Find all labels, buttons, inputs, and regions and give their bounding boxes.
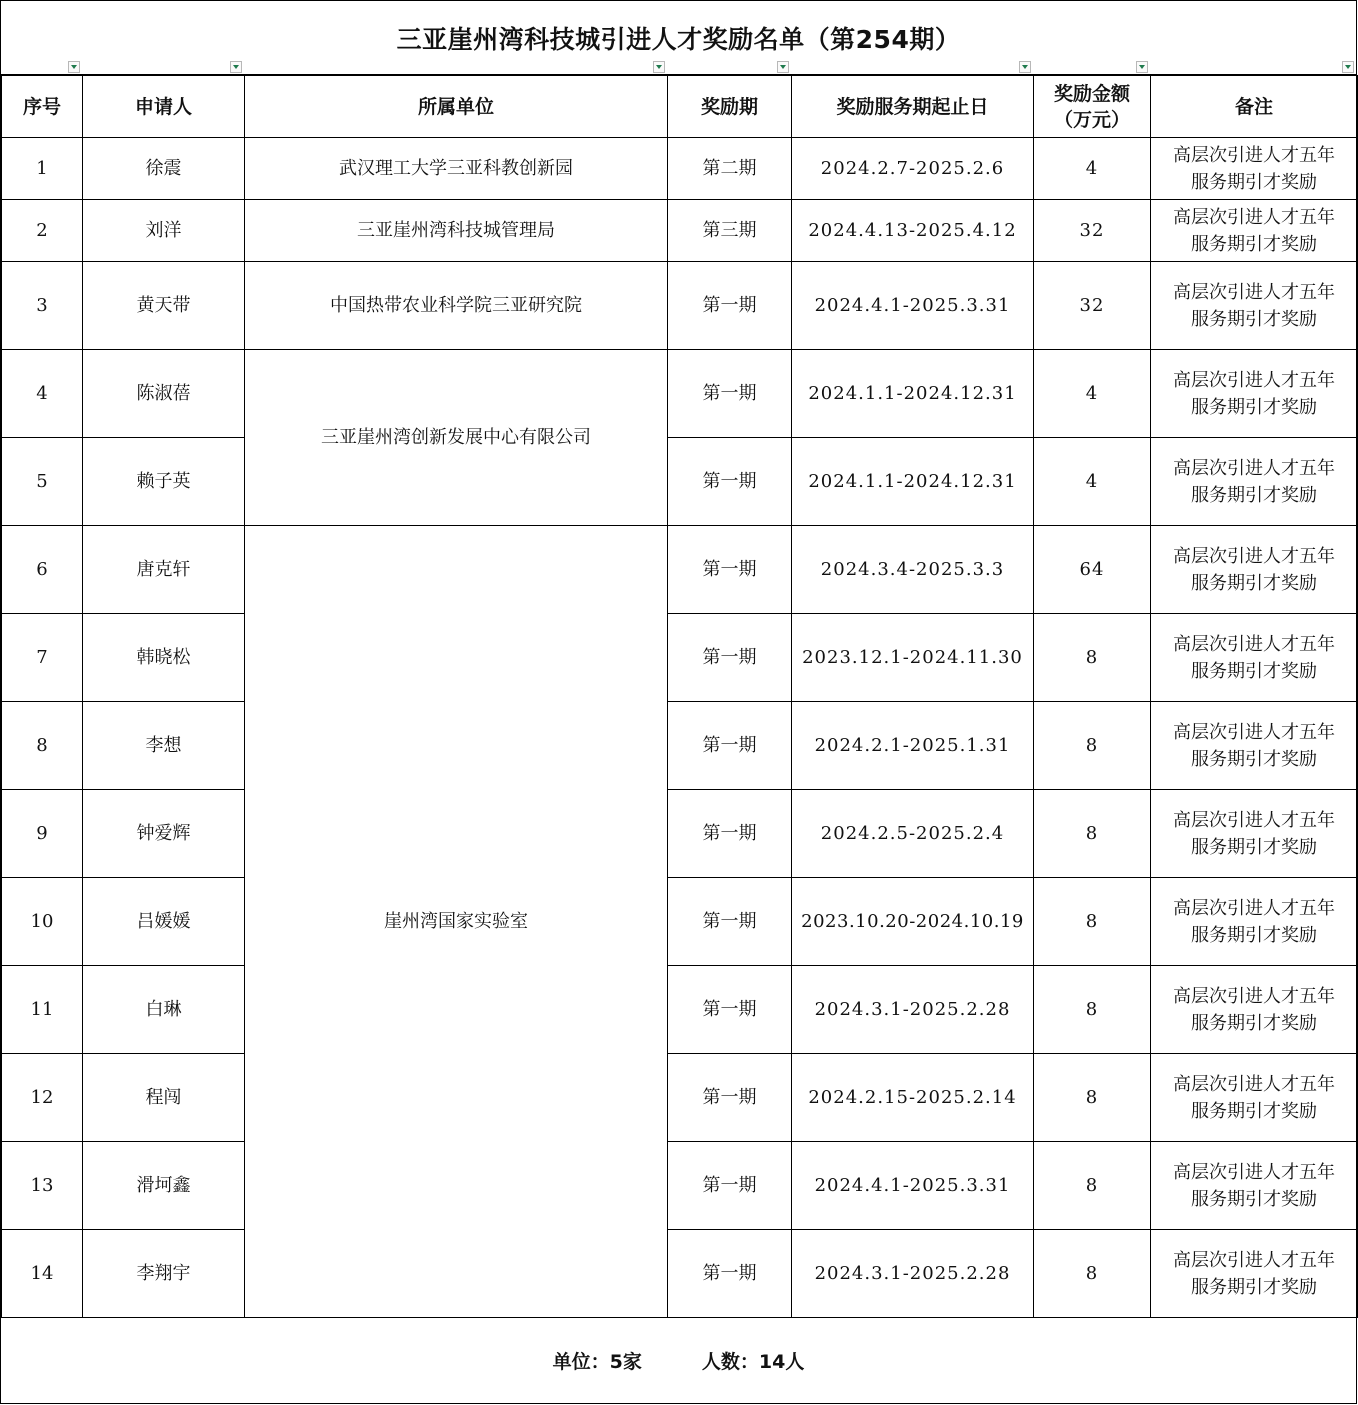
cell-unit-merged[interactable]: 三亚崖州湾创新发展中心有限公司 — [245, 350, 668, 526]
table-row — [2, 262, 1358, 350]
cell-period[interactable]: 第一期 — [668, 1054, 792, 1142]
cell-note[interactable] — [1151, 526, 1358, 614]
header-amount-line2: （万元） — [1053, 108, 1130, 131]
cell-note[interactable] — [1151, 138, 1358, 200]
cell-name[interactable]: 白琳 — [83, 966, 245, 1054]
cell-seq[interactable]: 9 — [2, 790, 83, 878]
note-line2: 服务期引才奖励 — [1191, 1012, 1317, 1034]
note-line1: 高层次引进人才五年 — [1173, 1249, 1335, 1271]
header-dates[interactable]: 奖励服务期起止日 — [792, 76, 1034, 138]
table-row — [2, 702, 1358, 790]
cell-note[interactable] — [1151, 702, 1358, 790]
note-line1: 高层次引进人才五年 — [1173, 369, 1335, 391]
note-line1: 高层次引进人才五年 — [1173, 809, 1335, 831]
cell-note[interactable] — [1151, 438, 1358, 526]
cell-unit-merged[interactable]: 崖州湾国家实验室 — [245, 526, 668, 1318]
cell-seq[interactable]: 12 — [2, 1054, 83, 1142]
header-amount[interactable] — [1034, 76, 1151, 138]
cell-amount[interactable]: 8 — [1034, 790, 1151, 878]
cell-seq[interactable]: 5 — [2, 438, 83, 526]
cell-note[interactable] — [1151, 350, 1358, 438]
table-row — [2, 1142, 1358, 1230]
cell-unit[interactable]: 三亚崖州湾科技城管理局 — [245, 200, 668, 262]
summary-units: 单位：5家 — [552, 1351, 642, 1373]
cell-dates[interactable]: 2024.1.1-2024.12.31 — [792, 438, 1034, 526]
summary-people: 人数：14人 — [701, 1351, 805, 1373]
cell-amount[interactable]: 8 — [1034, 1142, 1151, 1230]
note-line2: 服务期引才奖励 — [1191, 748, 1317, 770]
note-line1: 高层次引进人才五年 — [1173, 1161, 1335, 1183]
cell-period[interactable]: 第一期 — [668, 262, 792, 350]
cell-name[interactable]: 李翔宇 — [83, 1230, 245, 1318]
cell-note[interactable] — [1151, 614, 1358, 702]
cell-note[interactable] — [1151, 1230, 1358, 1318]
note-line2: 服务期引才奖励 — [1191, 1188, 1317, 1210]
cell-note[interactable] — [1151, 966, 1358, 1054]
table-row — [2, 438, 1358, 526]
cell-dates[interactable]: 2024.4.13-2025.4.12 — [792, 200, 1034, 262]
note-line2: 服务期引才奖励 — [1191, 836, 1317, 858]
cell-note[interactable] — [1151, 200, 1358, 262]
cell-seq[interactable]: 7 — [2, 614, 83, 702]
cell-note[interactable] — [1151, 1054, 1358, 1142]
header-seq[interactable]: 序号 — [2, 76, 83, 138]
cell-unit[interactable]: 武汉理工大学三亚科教创新园 — [245, 138, 668, 200]
cell-seq[interactable]: 11 — [2, 966, 83, 1054]
summary-row — [1, 1317, 1356, 1404]
cell-dates[interactable]: 2024.2.5-2025.2.4 — [792, 790, 1034, 878]
table-row — [2, 878, 1358, 966]
note-line1: 高层次引进人才五年 — [1173, 144, 1335, 166]
cell-note[interactable] — [1151, 1142, 1358, 1230]
note-line1: 高层次引进人才五年 — [1173, 633, 1335, 655]
cell-seq[interactable]: 13 — [2, 1142, 83, 1230]
cell-period[interactable]: 第一期 — [668, 702, 792, 790]
cell-name[interactable]: 徐震 — [83, 138, 245, 200]
cell-seq[interactable]: 8 — [2, 702, 83, 790]
cell-name[interactable]: 黄天带 — [83, 262, 245, 350]
cell-period[interactable]: 第一期 — [668, 878, 792, 966]
note-line2: 服务期引才奖励 — [1191, 660, 1317, 682]
sheet-title: 三亚崖州湾科技城引进人才奖励名单（第254期） — [1, 1, 1356, 75]
cell-dates[interactable]: 2024.3.4-2025.3.3 — [792, 526, 1034, 614]
cell-dates[interactable]: 2024.3.1-2025.2.28 — [792, 966, 1034, 1054]
filter-dropdown-icon[interactable] — [1019, 61, 1031, 73]
header-amount-line1: 奖励金额 — [1053, 82, 1130, 105]
table-row — [2, 614, 1358, 702]
cell-seq[interactable]: 3 — [2, 262, 83, 350]
cell-name[interactable]: 钟爱辉 — [83, 790, 245, 878]
cell-name[interactable]: 吕媛媛 — [83, 878, 245, 966]
cell-name[interactable]: 程闯 — [83, 1054, 245, 1142]
note-line2: 服务期引才奖励 — [1191, 572, 1317, 594]
cell-amount[interactable]: 64 — [1034, 526, 1151, 614]
cell-seq[interactable]: 1 — [2, 138, 83, 200]
cell-amount[interactable]: 32 — [1034, 200, 1151, 262]
cell-period[interactable]: 第一期 — [668, 438, 792, 526]
cell-dates[interactable]: 2024.3.1-2025.2.28 — [792, 1230, 1034, 1318]
cell-amount[interactable]: 8 — [1034, 1230, 1151, 1318]
cell-period[interactable]: 第三期 — [668, 200, 792, 262]
filter-dropdown-icon[interactable] — [777, 61, 789, 73]
note-line2: 服务期引才奖励 — [1191, 171, 1317, 193]
table-row — [2, 350, 1358, 438]
table-row — [2, 1230, 1358, 1318]
cell-dates[interactable]: 2024.4.1-2025.3.31 — [792, 262, 1034, 350]
table-row — [2, 966, 1358, 1054]
cell-dates[interactable]: 2024.2.7-2025.2.6 — [792, 138, 1034, 200]
header-unit[interactable]: 所属单位 — [245, 76, 668, 138]
cell-period[interactable]: 第一期 — [668, 966, 792, 1054]
cell-note[interactable] — [1151, 878, 1358, 966]
note-line1: 高层次引进人才五年 — [1173, 206, 1335, 228]
cell-seq[interactable]: 10 — [2, 878, 83, 966]
cell-note[interactable] — [1151, 790, 1358, 878]
note-line2: 服务期引才奖励 — [1191, 233, 1317, 255]
note-line2: 服务期引才奖励 — [1191, 924, 1317, 946]
cell-period[interactable]: 第一期 — [668, 1230, 792, 1318]
note-line1: 高层次引进人才五年 — [1173, 281, 1335, 303]
cell-note[interactable] — [1151, 262, 1358, 350]
cell-name[interactable]: 唐克轩 — [83, 526, 245, 614]
cell-seq[interactable]: 6 — [2, 526, 83, 614]
cell-period[interactable]: 第一期 — [668, 350, 792, 438]
note-line1: 高层次引进人才五年 — [1173, 721, 1335, 743]
cell-name[interactable]: 韩晓松 — [83, 614, 245, 702]
cell-unit[interactable]: 中国热带农业科学院三亚研究院 — [245, 262, 668, 350]
header-note[interactable]: 备注 — [1151, 76, 1358, 138]
note-line2: 服务期引才奖励 — [1191, 484, 1317, 506]
cell-period[interactable]: 第一期 — [668, 526, 792, 614]
cell-dates[interactable]: 2023.12.1-2024.11.30 — [792, 614, 1034, 702]
award-table — [1, 75, 1358, 1318]
cell-dates[interactable]: 2024.1.1-2024.12.31 — [792, 350, 1034, 438]
cell-name[interactable]: 刘洋 — [83, 200, 245, 262]
table-row — [2, 790, 1358, 878]
cell-amount[interactable]: 8 — [1034, 966, 1151, 1054]
note-line1: 高层次引进人才五年 — [1173, 457, 1335, 479]
note-line1: 高层次引进人才五年 — [1173, 1073, 1335, 1095]
cell-name[interactable]: 李想 — [83, 702, 245, 790]
table-row — [2, 1054, 1358, 1142]
cell-amount[interactable]: 4 — [1034, 350, 1151, 438]
cell-dates[interactable]: 2024.2.1-2025.1.31 — [792, 702, 1034, 790]
note-line2: 服务期引才奖励 — [1191, 1100, 1317, 1122]
note-line2: 服务期引才奖励 — [1191, 396, 1317, 418]
filter-dropdown-icon[interactable] — [653, 61, 665, 73]
cell-period[interactable]: 第一期 — [668, 790, 792, 878]
header-period[interactable]: 奖励期 — [668, 76, 792, 138]
cell-period[interactable]: 第一期 — [668, 614, 792, 702]
cell-name[interactable]: 陈淑蓓 — [83, 350, 245, 438]
table-row — [2, 200, 1358, 262]
filter-dropdown-icon[interactable] — [1342, 61, 1354, 73]
cell-name[interactable]: 赖子英 — [83, 438, 245, 526]
cell-dates[interactable]: 2023.10.20-2024.10.19 — [792, 878, 1034, 966]
header-applicant[interactable]: 申请人 — [83, 76, 245, 138]
cell-seq[interactable]: 14 — [2, 1230, 83, 1318]
cell-amount[interactable]: 8 — [1034, 1054, 1151, 1142]
cell-dates[interactable]: 2024.2.15-2025.2.14 — [792, 1054, 1034, 1142]
cell-seq[interactable]: 4 — [2, 350, 83, 438]
filter-dropdown-icon[interactable] — [68, 61, 80, 73]
table-row — [2, 138, 1358, 200]
note-line2: 服务期引才奖励 — [1191, 1276, 1317, 1298]
cell-dates[interactable]: 2024.4.1-2025.3.31 — [792, 1142, 1034, 1230]
cell-amount[interactable]: 8 — [1034, 614, 1151, 702]
note-line1: 高层次引进人才五年 — [1173, 897, 1335, 919]
table-row — [2, 526, 1358, 614]
cell-amount[interactable]: 4 — [1034, 138, 1151, 200]
cell-seq[interactable]: 2 — [2, 200, 83, 262]
cell-amount[interactable]: 8 — [1034, 878, 1151, 966]
note-line1: 高层次引进人才五年 — [1173, 985, 1335, 1007]
cell-period[interactable]: 第一期 — [668, 1142, 792, 1230]
cell-amount[interactable]: 4 — [1034, 438, 1151, 526]
filter-dropdown-icon[interactable] — [230, 61, 242, 73]
note-line2: 服务期引才奖励 — [1191, 308, 1317, 330]
note-line1: 高层次引进人才五年 — [1173, 545, 1335, 567]
filter-dropdown-icon[interactable] — [1136, 61, 1148, 73]
cell-amount[interactable]: 32 — [1034, 262, 1151, 350]
cell-amount[interactable]: 8 — [1034, 702, 1151, 790]
cell-period[interactable]: 第二期 — [668, 138, 792, 200]
table-header-row — [2, 76, 1358, 138]
cell-name[interactable]: 滑坷鑫 — [83, 1142, 245, 1230]
